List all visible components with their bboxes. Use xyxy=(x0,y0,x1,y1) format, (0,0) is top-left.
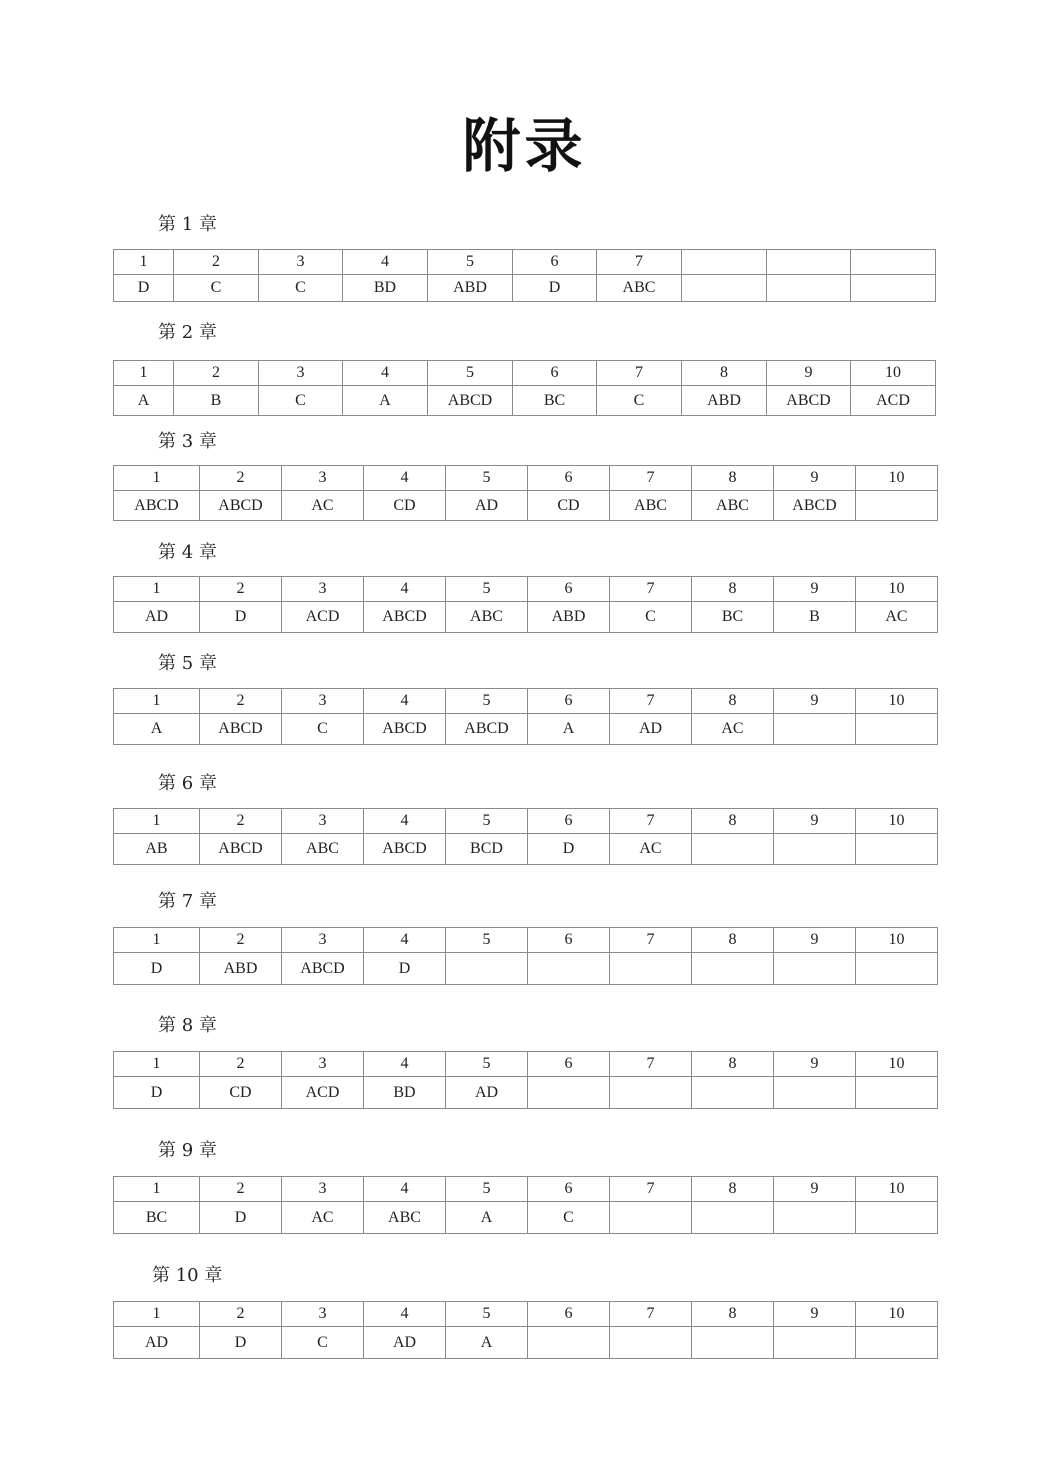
question-number-cell: 5 xyxy=(446,466,528,491)
question-number-cell: 10 xyxy=(856,577,938,602)
answer-cell: A xyxy=(446,1202,528,1234)
answer-cell: AD xyxy=(446,1077,528,1109)
answer-cell xyxy=(856,834,938,865)
question-number-row xyxy=(114,809,938,834)
answer-cell xyxy=(774,953,856,985)
answer-cell: ABC xyxy=(692,491,774,521)
answer-cell: ABCD xyxy=(446,714,528,745)
question-number-cell: 9 xyxy=(774,1302,856,1327)
answer-cell: ABCD xyxy=(767,386,851,416)
chapter-label: 第 7 章 xyxy=(158,891,217,912)
answer-cell: ABCD xyxy=(364,714,446,745)
answer-cell xyxy=(610,953,692,985)
question-number-cell: 9 xyxy=(774,689,856,714)
question-number-cell: 1 xyxy=(114,361,174,386)
answer-cell xyxy=(856,491,938,521)
question-number-cell: 1 xyxy=(114,1052,200,1077)
question-number-cell: 7 xyxy=(610,689,692,714)
answer-cell: ABC xyxy=(610,491,692,521)
answer-cell xyxy=(774,1327,856,1359)
answer-cell xyxy=(692,1202,774,1234)
answer-cell xyxy=(682,275,767,302)
answer-cell: ACD xyxy=(282,602,364,633)
answer-cell: C xyxy=(528,1202,610,1234)
question-number-cell: 8 xyxy=(692,466,774,491)
answer-cell xyxy=(774,1077,856,1109)
answer-cell: AC xyxy=(856,602,938,633)
question-number-cell: 2 xyxy=(200,809,282,834)
question-number-row xyxy=(114,928,938,953)
answer-cell: A xyxy=(114,714,200,745)
chapter-label: 第 3 章 xyxy=(158,431,217,452)
chapter-label: 第 5 章 xyxy=(158,653,217,674)
question-number-cell: 9 xyxy=(774,466,856,491)
question-number-row xyxy=(114,1052,938,1077)
question-number-cell: 5 xyxy=(428,250,513,275)
chapter-label: 第 4 章 xyxy=(158,542,217,563)
question-number-cell: 2 xyxy=(174,250,259,275)
answer-cell: C xyxy=(174,275,259,302)
answer-row xyxy=(114,275,936,302)
answer-row xyxy=(114,1327,938,1359)
question-number-cell: 1 xyxy=(114,250,174,275)
question-number-cell: 6 xyxy=(528,466,610,491)
question-number-cell: 1 xyxy=(114,1302,200,1327)
answer-cell: B xyxy=(174,386,259,416)
question-number-cell: 6 xyxy=(528,1302,610,1327)
answer-cell xyxy=(774,834,856,865)
answer-cell xyxy=(610,1202,692,1234)
question-number-cell: 2 xyxy=(200,689,282,714)
question-number-cell: 1 xyxy=(114,928,200,953)
answer-cell: A xyxy=(114,386,174,416)
answer-cell: AD xyxy=(114,1327,200,1359)
answer-cell: C xyxy=(610,602,692,633)
chapter-label: 第 8 章 xyxy=(158,1015,217,1036)
answer-cell xyxy=(774,714,856,745)
question-number-cell: 5 xyxy=(446,928,528,953)
answer-cell: ABC xyxy=(597,275,682,302)
answer-cell: ABCD xyxy=(200,834,282,865)
answer-cell xyxy=(767,275,851,302)
answer-row xyxy=(114,386,936,416)
answer-table xyxy=(113,1176,938,1234)
answer-cell: A xyxy=(343,386,428,416)
question-number-row xyxy=(114,689,938,714)
question-number-cell: 3 xyxy=(282,577,364,602)
answer-table xyxy=(113,1301,938,1359)
answer-cell: AD xyxy=(610,714,692,745)
answer-cell: C xyxy=(259,275,343,302)
question-number-cell: 2 xyxy=(200,928,282,953)
question-number-cell: 3 xyxy=(282,1052,364,1077)
question-number-cell: 8 xyxy=(682,361,767,386)
answer-cell: D xyxy=(114,953,200,985)
question-number-cell xyxy=(851,250,936,275)
question-number-cell: 5 xyxy=(446,809,528,834)
answer-cell xyxy=(692,834,774,865)
answer-cell: ABD xyxy=(528,602,610,633)
question-number-cell: 7 xyxy=(610,466,692,491)
answer-cell: AC xyxy=(610,834,692,865)
chapter-label: 第 2 章 xyxy=(158,322,217,343)
question-number-cell: 7 xyxy=(597,250,682,275)
answer-cell xyxy=(446,953,528,985)
question-number-cell xyxy=(682,250,767,275)
question-number-cell: 8 xyxy=(692,577,774,602)
question-number-cell: 7 xyxy=(610,1177,692,1202)
question-number-cell: 10 xyxy=(856,928,938,953)
answer-cell: C xyxy=(282,1327,364,1359)
question-number-cell: 1 xyxy=(114,1177,200,1202)
question-number-cell: 7 xyxy=(610,1302,692,1327)
answer-cell: D xyxy=(114,275,174,302)
question-number-cell: 4 xyxy=(364,577,446,602)
chapter-label: 第 10 章 xyxy=(152,1265,223,1286)
question-number-cell: 5 xyxy=(446,1302,528,1327)
answer-cell: D xyxy=(200,1327,282,1359)
answer-cell xyxy=(692,1077,774,1109)
answer-cell xyxy=(610,1327,692,1359)
question-number-cell: 10 xyxy=(856,1052,938,1077)
question-number-cell: 9 xyxy=(767,361,851,386)
answer-cell xyxy=(856,953,938,985)
question-number-cell: 5 xyxy=(428,361,513,386)
answer-cell: AC xyxy=(692,714,774,745)
answer-cell xyxy=(856,1077,938,1109)
answer-cell xyxy=(610,1077,692,1109)
question-number-cell: 3 xyxy=(282,809,364,834)
answer-cell: D xyxy=(364,953,446,985)
question-number-cell: 2 xyxy=(200,577,282,602)
question-number-cell: 1 xyxy=(114,466,200,491)
question-number-cell: 2 xyxy=(174,361,259,386)
answer-table xyxy=(113,688,938,745)
question-number-cell: 1 xyxy=(114,577,200,602)
answer-cell xyxy=(856,1202,938,1234)
question-number-row xyxy=(114,1302,938,1327)
chapter-label: 第 9 章 xyxy=(158,1140,217,1161)
answer-cell: BD xyxy=(364,1077,446,1109)
question-number-cell: 4 xyxy=(343,361,428,386)
question-number-row xyxy=(114,466,938,491)
answer-cell xyxy=(692,1327,774,1359)
answer-cell: ABCD xyxy=(364,602,446,633)
answer-cell: C xyxy=(259,386,343,416)
question-number-cell: 8 xyxy=(692,689,774,714)
answer-cell: ABC xyxy=(364,1202,446,1234)
question-number-cell: 6 xyxy=(528,1177,610,1202)
answer-cell: D xyxy=(200,1202,282,1234)
answer-cell: ABCD xyxy=(428,386,513,416)
question-number-cell: 7 xyxy=(610,1052,692,1077)
answer-row xyxy=(114,1077,938,1109)
answer-cell: ABC xyxy=(446,602,528,633)
question-number-cell: 4 xyxy=(364,1052,446,1077)
question-number-cell: 6 xyxy=(528,809,610,834)
question-number-cell: 8 xyxy=(692,928,774,953)
question-number-cell: 8 xyxy=(692,1177,774,1202)
answer-table xyxy=(113,927,938,985)
question-number-cell: 3 xyxy=(282,928,364,953)
question-number-cell: 4 xyxy=(364,809,446,834)
answer-cell: C xyxy=(597,386,682,416)
question-number-cell: 3 xyxy=(282,1302,364,1327)
answer-cell: AD xyxy=(446,491,528,521)
answer-table xyxy=(113,249,936,302)
question-number-cell: 3 xyxy=(259,250,343,275)
question-number-cell: 9 xyxy=(774,1177,856,1202)
answer-row xyxy=(114,834,938,865)
question-number-row xyxy=(114,361,936,386)
page-title: 附录 xyxy=(462,112,587,180)
question-number-cell: 4 xyxy=(364,1302,446,1327)
answer-cell: D xyxy=(114,1077,200,1109)
answer-cell: ACD xyxy=(851,386,936,416)
question-number-cell: 6 xyxy=(513,361,597,386)
question-number-row xyxy=(114,1177,938,1202)
answer-cell xyxy=(528,1327,610,1359)
answer-row xyxy=(114,491,938,521)
answer-cell: AB xyxy=(114,834,200,865)
question-number-cell: 2 xyxy=(200,1052,282,1077)
question-number-row xyxy=(114,250,936,275)
question-number-cell: 4 xyxy=(364,1177,446,1202)
answer-cell xyxy=(528,953,610,985)
question-number-cell: 6 xyxy=(528,577,610,602)
answer-cell xyxy=(851,275,936,302)
answer-table xyxy=(113,465,938,521)
answer-cell xyxy=(692,953,774,985)
answer-row xyxy=(114,602,938,633)
chapter-label: 第 1 章 xyxy=(158,214,217,235)
question-number-cell: 7 xyxy=(610,577,692,602)
answer-cell: A xyxy=(446,1327,528,1359)
question-number-cell: 9 xyxy=(774,577,856,602)
answer-table xyxy=(113,576,938,633)
answer-cell xyxy=(528,1077,610,1109)
question-number-cell: 6 xyxy=(528,689,610,714)
question-number-cell: 1 xyxy=(114,809,200,834)
answer-table xyxy=(113,1051,938,1109)
answer-cell: BC xyxy=(513,386,597,416)
question-number-cell: 8 xyxy=(692,809,774,834)
answer-cell: A xyxy=(528,714,610,745)
answer-cell: ABCD xyxy=(114,491,200,521)
question-number-cell: 3 xyxy=(259,361,343,386)
answer-cell: ABCD xyxy=(282,953,364,985)
answer-cell: ABD xyxy=(428,275,513,302)
answer-cell: ABCD xyxy=(200,714,282,745)
answer-cell: C xyxy=(282,714,364,745)
question-number-cell: 6 xyxy=(513,250,597,275)
question-number-cell: 3 xyxy=(282,689,364,714)
question-number-cell: 9 xyxy=(774,928,856,953)
question-number-cell: 7 xyxy=(597,361,682,386)
question-number-cell: 3 xyxy=(282,466,364,491)
answer-cell: BC xyxy=(692,602,774,633)
question-number-cell: 7 xyxy=(610,809,692,834)
question-number-cell: 2 xyxy=(200,466,282,491)
question-number-cell: 6 xyxy=(528,1052,610,1077)
question-number-cell: 10 xyxy=(856,809,938,834)
answer-cell: BD xyxy=(343,275,428,302)
question-number-cell: 4 xyxy=(364,689,446,714)
question-number-cell: 4 xyxy=(364,928,446,953)
question-number-cell: 6 xyxy=(528,928,610,953)
answer-cell: ABC xyxy=(282,834,364,865)
answer-cell: AD xyxy=(364,1327,446,1359)
answer-cell: CD xyxy=(364,491,446,521)
chapter-label: 第 6 章 xyxy=(158,773,217,794)
answer-cell: AC xyxy=(282,491,364,521)
answer-row xyxy=(114,714,938,745)
question-number-cell: 4 xyxy=(364,466,446,491)
answer-cell: D xyxy=(200,602,282,633)
question-number-cell: 2 xyxy=(200,1177,282,1202)
question-number-cell xyxy=(767,250,851,275)
question-number-cell: 7 xyxy=(610,928,692,953)
answer-row xyxy=(114,1202,938,1234)
question-number-cell: 4 xyxy=(343,250,428,275)
answer-cell: AC xyxy=(282,1202,364,1234)
question-number-cell: 5 xyxy=(446,689,528,714)
question-number-cell: 3 xyxy=(282,1177,364,1202)
answer-cell xyxy=(774,1202,856,1234)
answer-cell: BC xyxy=(114,1202,200,1234)
question-number-cell: 5 xyxy=(446,1177,528,1202)
question-number-cell: 1 xyxy=(114,689,200,714)
answer-cell: AD xyxy=(114,602,200,633)
question-number-cell: 5 xyxy=(446,1052,528,1077)
answer-cell: ABCD xyxy=(364,834,446,865)
answer-cell: D xyxy=(513,275,597,302)
answer-cell: ABD xyxy=(200,953,282,985)
question-number-row xyxy=(114,577,938,602)
question-number-cell: 10 xyxy=(856,1177,938,1202)
answer-cell: ABCD xyxy=(200,491,282,521)
question-number-cell: 5 xyxy=(446,577,528,602)
answer-cell: ACD xyxy=(282,1077,364,1109)
question-number-cell: 9 xyxy=(774,1052,856,1077)
question-number-cell: 9 xyxy=(774,809,856,834)
question-number-cell: 8 xyxy=(692,1052,774,1077)
answer-cell: CD xyxy=(200,1077,282,1109)
answer-cell: D xyxy=(528,834,610,865)
answer-cell: CD xyxy=(528,491,610,521)
answer-table xyxy=(113,808,938,865)
answer-cell: B xyxy=(774,602,856,633)
answer-cell: ABCD xyxy=(774,491,856,521)
answer-table xyxy=(113,360,936,416)
question-number-cell: 2 xyxy=(200,1302,282,1327)
answer-cell: BCD xyxy=(446,834,528,865)
question-number-cell: 8 xyxy=(692,1302,774,1327)
question-number-cell: 10 xyxy=(851,361,936,386)
answer-cell: ABD xyxy=(682,386,767,416)
answer-cell xyxy=(856,1327,938,1359)
question-number-cell: 10 xyxy=(856,466,938,491)
question-number-cell: 10 xyxy=(856,689,938,714)
question-number-cell: 10 xyxy=(856,1302,938,1327)
answer-cell xyxy=(856,714,938,745)
answer-row xyxy=(114,953,938,985)
